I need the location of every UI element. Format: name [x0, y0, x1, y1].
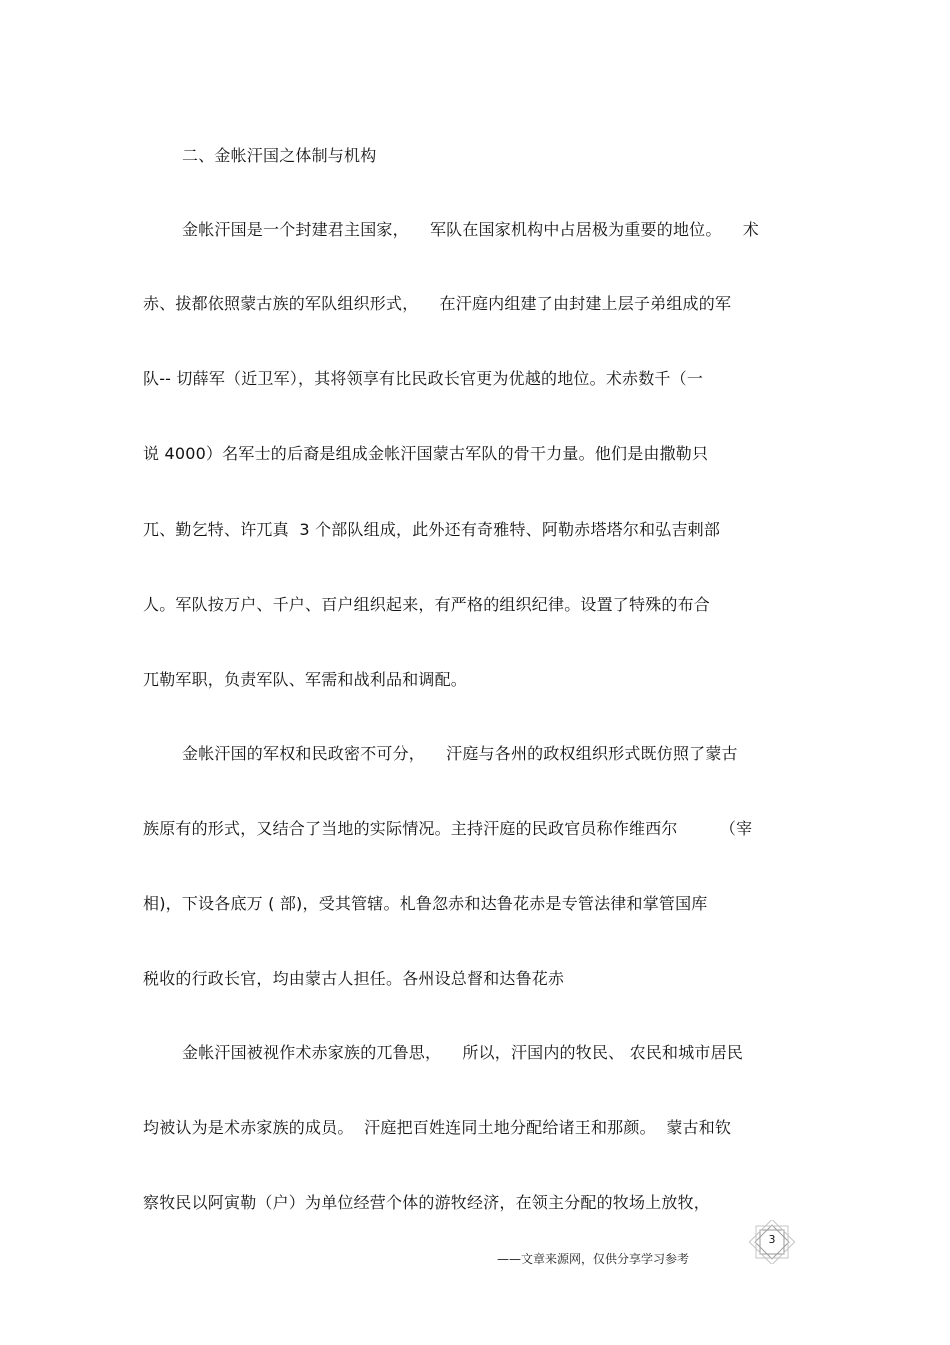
paragraph-2-line-4: 税收的行政长官，均由蒙古人担任。各州设总督和达鲁花赤 [143, 969, 565, 988]
paragraph-1-line-2: 赤、拔都依照蒙古族的军队组织形式， 在汗庭内组建了由封建上层子弟组成的军 [143, 294, 732, 313]
page-number-badge [748, 1220, 796, 1264]
paragraph-1-line-6: 人。军队按万户、千户、百户组织起来，有严格的组织纪律。设置了特殊的布合 [143, 595, 711, 614]
page-number: 3 [768, 1233, 776, 1246]
paragraph-2-line-3: 相)，下设各底万 ( 部)，受其管辖。札鲁忽赤和达鲁花赤是专管法律和掌管国库 [143, 894, 708, 913]
paragraph-3-line-2: 均被认为是术赤家族的成员。 汗庭把百姓连同土地分配给诸王和那颜。 蒙古和钦 [143, 1118, 732, 1137]
paragraph-1-line-1: 金帐汗国是一个封建君主国家， 军队在国家机构中占居极为重要的地位。 术 [182, 220, 759, 239]
section-heading: 二、金帐汗国之体制与机构 [182, 146, 377, 165]
paragraph-1-line-3: 队-- 切薛军（近卫军），其将领享有比民政长官更为优越的地位。术赤数千（一 [143, 369, 704, 388]
paragraph-3-line-1: 金帐汗国被视作术赤家族的兀鲁思， 所以，汗国内的牧民、 农民和城市居民 [182, 1043, 744, 1062]
paragraph-1-line-4: 说 4000）名军士的后裔是组成金帐汗国蒙古军队的骨干力量。他们是由撒勒只 [143, 444, 709, 463]
paragraph-2-line-2: 族原有的形式，又结合了当地的实际情况。主持汗庭的民政官员称作维西尔 （宰 [143, 819, 753, 838]
paragraph-1-line-7: 兀勒军职，负责军队、军需和战利品和调配。 [143, 670, 468, 689]
paragraph-2-line-1: 金帐汗国的军权和民政密不可分， 汗庭与各州的政权组织形式既仿照了蒙古 [182, 744, 738, 763]
paragraph-1-line-5: 兀、勤乞特、许兀真 3 个部队组成，此外还有奇雅特、阿勒赤塔塔尔和弘吉剌部 [143, 520, 721, 539]
paragraph-3-line-3: 察牧民以阿寅勒（户）为单位经营个体的游牧经济，在领主分配的牧场上放牧， [143, 1193, 711, 1212]
source-note: ——文章来源网，仅供分享学习参考 [497, 1252, 690, 1266]
